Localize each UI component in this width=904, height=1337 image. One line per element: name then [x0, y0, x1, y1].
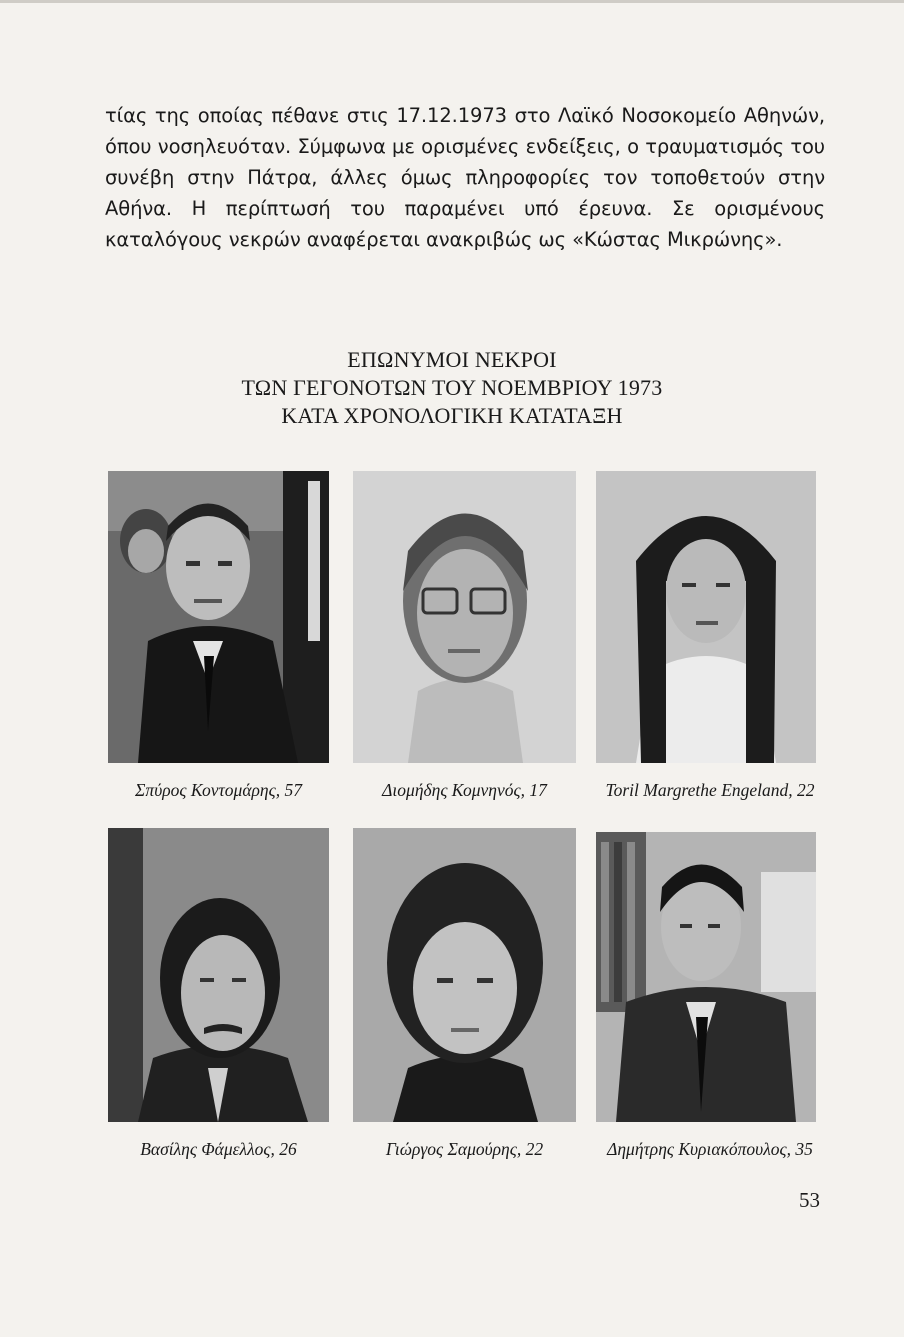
photo-caption-6: Δημήτρης Κυριακόπουλος, 35	[607, 1139, 813, 1159]
portrait-photo-5	[353, 828, 576, 1122]
photo-caption-4: Βασίλης Φάμελλος, 26	[140, 1139, 297, 1159]
portrait-photo-3	[596, 471, 816, 763]
portrait-photo-4	[108, 828, 329, 1122]
portrait-photo-6	[596, 832, 816, 1122]
heading-line-1: ΕΠΩΝΥΜΟΙ ΝΕΚΡΟΙ	[347, 347, 557, 372]
intro-paragraph	[105, 100, 825, 255]
portrait-photo-1	[108, 471, 329, 763]
portrait-photo-2	[353, 471, 576, 763]
heading-line-3: ΚΑΤΑ ΧΡΟΝΟΛΟΓΙΚΗ ΚΑΤΑΤΑΞΗ	[281, 403, 623, 428]
photo-caption-5: Γιώργος Σαμούρης, 22	[385, 1139, 544, 1159]
page-number: 53	[799, 1188, 820, 1212]
intro-text: τίας της οποίας πέθανε στις 17.12.1973 στο Λαϊκό Νοσοκομείο Αθηνών, όπου νοσηλευόταν. Σύμφωνα με ορισμένες ενδείξεις, ο τραυματισμός του συνέβη στην Πάτρα, άλλες όμως πληροφορίες τον τοποθετούν στην Αθήνα. Η περίπτωσή του παραμένει υπό έρευνα. Σε ορισμένους καταλόγους νεκρών αναφέρεται ανακριβώς ως «Κώστας Μικρώνης».	[105, 104, 825, 251]
heading-line-2: ΤΩΝ ΓΕΓΟΝΟΤΩΝ ΤΟΥ ΝΟΕΜΒΡΙΟΥ 1973	[241, 375, 663, 400]
photo-caption-2: Διομήδης Κομνηνός, 17	[382, 780, 547, 800]
top-edge-line	[0, 0, 904, 3]
photo-caption-1: Σπύρος Κοντομάρης, 57	[135, 780, 302, 800]
photo-caption-3: Toril Margrethe Engeland, 22	[605, 780, 815, 800]
section-heading	[0, 346, 904, 430]
